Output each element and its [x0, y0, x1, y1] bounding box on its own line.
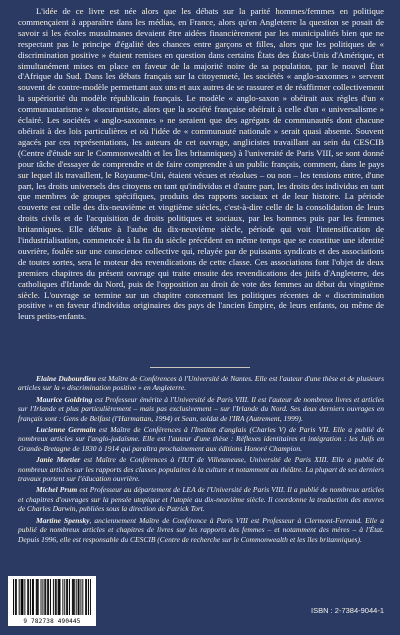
barcode: [8, 576, 96, 626]
author-bio: [18, 485, 384, 513]
author-name: Maurice Goldring: [36, 394, 93, 404]
author-name: Michel Prum: [36, 485, 78, 495]
author-bio: [18, 395, 384, 423]
barcode-digits: 9 782738 490445: [23, 618, 81, 625]
author-bio: [18, 455, 384, 483]
author-name: Martine Spensky: [36, 515, 90, 525]
author-bio-text: , anciennement Maître de Conférence à Paris VIII est Professeur à Clermont-Ferrand. Elle a publié de nombreux articles et chapitres de livres sur les rapports des femmes – et notamment des mères – à l'État. Depuis 1996, elle est responsable du CESCIB (Centre de recherche sur le Commonwealth et les îles britanniques).: [18, 515, 384, 544]
author-name: Elaine Dubourdieu: [36, 374, 96, 383]
author-bio: [18, 516, 384, 544]
author-name: Lucienne Germain: [36, 425, 96, 435]
barcode-bars: [8, 576, 96, 618]
author-bio: [18, 374, 384, 393]
author-bio-text: est Maître de Conférences à l'Université de Nantes. Elle est l'auteur d'une thèse et de plusieurs articles sur la « discrimination positive » en Angleterre.: [18, 374, 384, 393]
author-bio-text: est Professeur au département de LEA de l'Université de Paris VIII. Il a publié de nombreux articles et chapitres d'ouvrages sur la pensée utopique et l'utopie au dix-neuvième siècle. Il coordonne la traduction des œuvres de Charles Darwin, publiées sous la direction de Patrick Tort.: [18, 485, 384, 514]
author-bios: [18, 374, 384, 546]
author-bio: [18, 425, 384, 453]
isbn: ISBN : 2-7384-9044-1: [311, 606, 384, 615]
author-bio-text: est Maître de Conférences à l'IUT de Villetaneuse, Université de Paris XIII. Elle a publié de nombreux articles sur les rapports des classes populaires à la culture et notamment au théâtre. La plupart de ses derniers travaux portent sur l'éducation ouvrière.: [18, 455, 384, 484]
divider: [150, 367, 250, 368]
author-bio-text: est Professeur émérite à l'Université de Paris VIII. Il est l'auteur de nombreux livres et articles sur l'Irlande et plus particulièrement – mais pas exclusivement – sur l'Irlande du Nord. Ses deux derniers ouvrages en français sont : Gens de Belfast (l'Harmattan, 1994) et Sean, soldat de l'IRA (Autrement, 1999).: [18, 394, 384, 423]
book-description: L'idée de ce livre est née alors que les débats sur la parité hommes/femmes en politique commençaient à apparaître dans les médias, en France, alors qu'en Angleterre la question se posait de savoir si les écoles musulmanes devaient être aidées financièrement par les municipalités bien que ne respectant pas le principe d'égalité des chances entre garçons et filles, alors que les politiques de « discrimination positive » étaient remises en question dans certains États des États-Unis d'Amérique, et simultanément mises en place en faveur de la majorité noire de sa population, par le nouvel État d'Afrique du Sud. Dans les débats français sur la citoyenneté, les sociétés « anglo-saxonnes » servent souvent de contre-modèle permettant aux uns et aux autres de se rassurer et de réaffirmer collectivement la supériorité du modèle républicain français. Le modèle « anglo-saxon » obéirait aux règles d'un « communautarisme » obscurantiste, alors que la société française obéirait à celle d'un « universalisme » éclairé. Les sociétés « anglo-saxonnes » ne seraient que des agrégats de communautés dont chacune obéirait à des lois particulières et où l'idée de « communauté nationale » serait quasi absente. Souvent agacés par ces représentations, les auteurs de cet ouvrage, anglicistes travaillant au sein du CESCIB (Centre d'étude sur le Commonwealth et les Îles britanniques) à l'université de Paris VIII, se sont donné pour tâche d'essayer de comprendre et de faire comprendre à un public français, comment, dans le pays sur lequel ils travaillent, le Royaume-Uni, étaient vécues et résolues – ou non – les tensions entre, d'une part, les droits universels des citoyens en tant qu'individus et d'autre part, les droits des individus en tant que membres de groupes spécifiques, produits des rapports sociaux et de leur histoire. La période couverte est celle des dix-neuvième et vingtième siècles, c'est-à-dire celle de la consolidation de leurs droits civils et de l'acquisition de droits politiques et sociaux, par les hommes puis par les femmes britanniques. Elle débute à l'aube du dix-neuvième siècle, période qui voit l'intensification de l'industrialisation, commencée à la fin du siècle précédent en même temps que se constitue une identité ouvrière, foulée sur une conscience collective qui, relayée par de puissants syndicats et des associations de toutes sortes, sera le moteur des revendications de cette classe. Ces associations font l'objet de deux premiers chapitres du présent ouvrage qui traite ensuite des revendications des juifs d'Angleterre, des catholiques d'Irlande du Nord, puis de l'opposition au droit de vote des femmes au début du vingtième siècle. L'ouvrage se termine sur un chapitre concernant les politiques récentes de « discrimination positive » en faveur d'individus originaires des pays de l'ancien Empire, de leurs enfants, ou même de leurs petits-enfants.: [18, 6, 384, 322]
author-name: Janie Mortier: [36, 455, 81, 465]
author-bio-text: est Maître de Conférences à l'Institut d'anglais (Charles V) de Paris VII. Elle a publié de nombreux articles sur l'anglo-judaïsme. Elle est l'auteur d'une thèse : Réflexes identitaires et intégration : les Juifs en Grande-Bretagne de 1830 à 1914 qui paraîtra prochainement aux éditions Honoré Champion.: [18, 425, 385, 453]
